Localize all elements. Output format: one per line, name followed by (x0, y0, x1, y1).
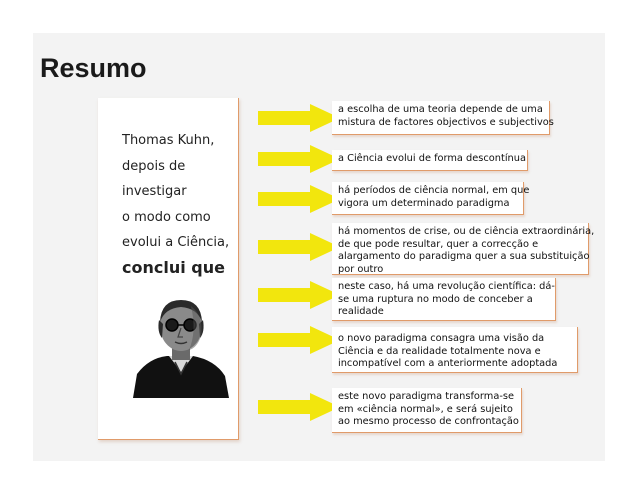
intro-line: Thomas Kuhn, (122, 133, 215, 148)
statement-box (332, 223, 595, 275)
statement-line: Ciência e da realidade totalmente nova e (338, 345, 541, 357)
statement-line: se uma ruptura no modo de conceber a (338, 293, 533, 305)
statement-line: alargamento do paradigma quer a sua substituição (338, 251, 590, 262)
page-title: Resumo (40, 53, 147, 83)
intro-line: depois de (122, 158, 186, 174)
statement-line: a escolha de uma teoria depende de uma (338, 104, 543, 115)
statement-box (332, 278, 556, 321)
portrait-photo (131, 292, 231, 398)
intro-text (122, 128, 229, 280)
statement-line: por outro (338, 263, 384, 275)
intro-emphasis: conclui que (122, 257, 225, 277)
intro-line: evolui a Ciência, (122, 235, 230, 250)
statement-box (332, 182, 530, 215)
arrow-icon (258, 326, 340, 354)
statement-line: realidade (338, 306, 384, 317)
statement-line: o novo paradigma consagra uma visão da (338, 333, 545, 344)
arrow-icon (258, 145, 340, 173)
statement-line: mistura de factores objectivos e subjectivos (338, 116, 554, 128)
statement-line: este novo paradigma transforma-se (338, 391, 514, 402)
arrow-icon (258, 233, 340, 261)
statement-line: de que pode resultar, quer a correcção e (338, 238, 539, 250)
statement-box (332, 327, 578, 373)
arrow-icon (258, 185, 340, 213)
arrow-icon (258, 281, 340, 309)
statement-line: em «ciência normal», e será sujeito (338, 403, 513, 415)
statement-box (332, 150, 528, 171)
statement-box (332, 388, 522, 433)
statement-line: vigora um determinado paradigma (338, 197, 510, 209)
statement-line: incompatível com a anteriormente adoptada (338, 358, 558, 369)
statement-box (332, 101, 554, 135)
statement-line: neste caso, há uma revolução científica: dá- (338, 281, 555, 292)
intro-line: o modo como (122, 209, 211, 225)
intro-line: investigar (122, 184, 187, 199)
arrow-icon (258, 104, 340, 132)
statement-line: há momentos de crise, ou de ciência extraordinária, (338, 226, 595, 237)
arrow-icon (258, 393, 340, 421)
statement-line: ao mesmo processo de confrontação (338, 416, 519, 427)
statement-line: há períodos de ciência normal, em que (338, 185, 530, 196)
statement-line: a Ciência evolui de forma descontínua (338, 153, 526, 164)
